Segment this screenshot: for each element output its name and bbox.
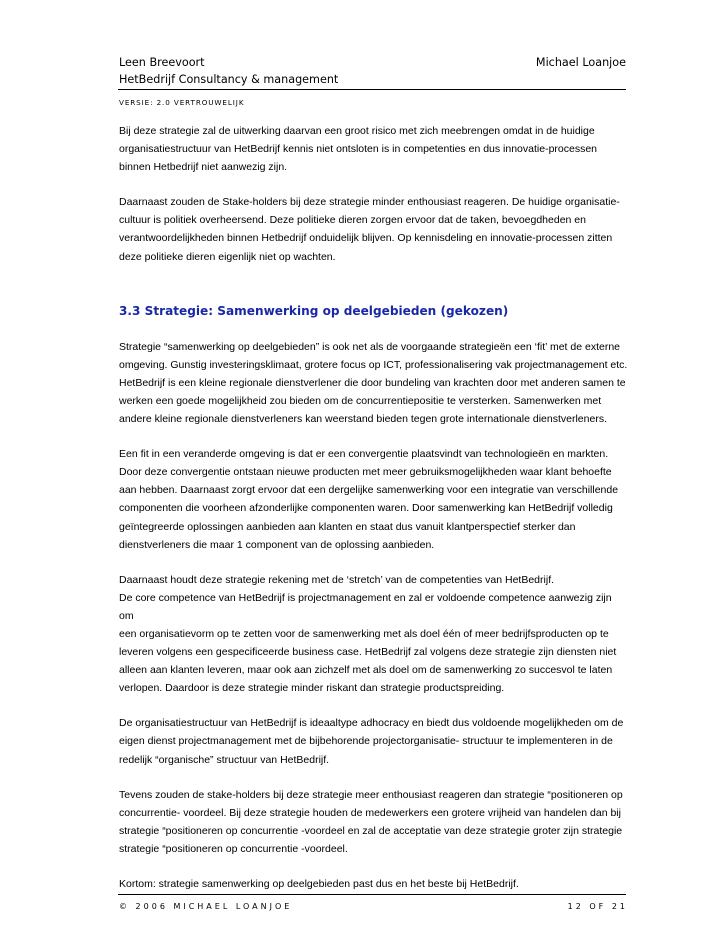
footer-copyright: © 2006 MICHAEL LOANJOE xyxy=(119,902,293,911)
version-label: VERSIE: 2.0 VERTROUWELIJK xyxy=(119,98,245,107)
header-author-left: Leen Breevoort xyxy=(119,56,205,69)
header-author-right: Michael Loanjoe xyxy=(535,56,626,69)
paragraph-8: Kortom: strategie samenwerking op deelgebieden past dus en het beste bij HetBedrijf. xyxy=(119,878,519,890)
paragraph-3: Strategie “samenwerking op deelgebieden” is ook net als de voorgaande strategieën een ‘fit’ met de externe omgeving. Gunstig investeringsklimaat, grotere focus op ICT, professionalisering vak projectmanagement etc. HetBedrijf is een kleine regionale dienstverlener die door bundeling van krachten door met anderen samen te werken een goede mogelijkheid zou bieden om de concurrentiepositie te versterken. Samenwerken met andere kleine regionale dienstverleners kan weerstand bieden tegen grote internationale dienstverleners. xyxy=(119,340,628,426)
document-body xyxy=(119,122,629,910)
footer-page-number: 12 OF 21 xyxy=(567,902,628,911)
paragraph-1: Bij deze strategie zal de uitwerking daarvan een groot risico met zich meebrengen omdat in de huidige organisatiestructuur van HetBedrijf kennis niet ontsloten is in competenties en dus innovatie-processen binnen Hetbedrijf niet aanwezig zijn. xyxy=(119,125,598,174)
paragraph-5: Daarnaast houdt deze strategie rekening met de ‘stretch’ van de competenties van HetBedrijf. De core competence van HetBedrijf is projectmanagement en zal er voldoende competence aanwezig zijn om een organisatievorm op te zetten voor de samenwerking met als doel één of meer bedrijfsproducten op te leveren volgens een gespecificeerde business case. HetBedrijf zal volgens deze strategie zijn diensten niet alleen aan klanten leveren, maar ook aan zichzelf met als doel om de samenwerking zo succesvol te laten verlopen. Daardoor is deze strategie minder riskant dan strategie productspreiding. xyxy=(119,573,617,695)
paragraph-7: Tevens zouden de stake-holders bij deze strategie meer enthousiast reageren dan strategie “positioneren op concurrentie- voordeel. Bij deze strategie houden de medewerkers een grotere vrijheid van handelen dan bij strategie “positioneren op concurrentie -voordeel en zal de acceptatie van deze strategie groter zijn strategie strategie “positioneren op concurrentie -voordeel. xyxy=(119,788,623,855)
paragraph-6: De organisatiestructuur van HetBedrijf is ideaaltype adhocracy en biedt dus voldoende mogelijkheden om de eigen dienst projectmanagement met de bijbehorende projectorganisatie- structuur te implementeren in de redelijk “organische” structuur van HetBedrijf. xyxy=(119,717,624,766)
section-heading: 3.3 Strategie: Samenwerking op deelgebieden (gekozen) xyxy=(119,303,509,318)
header-divider xyxy=(118,89,626,90)
header-company: HetBedrijf Consultancy & management xyxy=(119,73,339,86)
paragraph-4: Een fit in een veranderde omgeving is dat er een convergentie plaatsvindt van technologieën en markten. Door deze convergentie ontstaan nieuwe producten met meer gebruiksmogelijkheden waar klant behoefte aan hebben. Daarnaast zorgt ervoor dat een dergelijke samenwerking voor een integratie van verschillende componenten die voorheen afzonderlijke componenten waren. Door samenwerking kan HetBedrijf volledig geïntegreerde oplossingen aanbieden aan klanten en staat dus vanuit klantperspectief sterker dan dienstverleners die maar 1 component van de oplossing aanbieden. xyxy=(119,448,619,551)
footer-divider xyxy=(118,894,626,895)
paragraph-2: Daarnaast zouden de Stake-holders bij deze strategie minder enthousiast reageren. De huidige organisatie- cultuur is politiek overheersend. Deze politieke dieren zorgen ervoor dat de taken, bevoegdheden en verantwoordelijkheden binnen Hetbedrijf onduidelijk blijven. Op kennisdeling en innovatie-processen zitten deze politieke dieren eigenlijk niet op wachten. xyxy=(119,196,620,263)
